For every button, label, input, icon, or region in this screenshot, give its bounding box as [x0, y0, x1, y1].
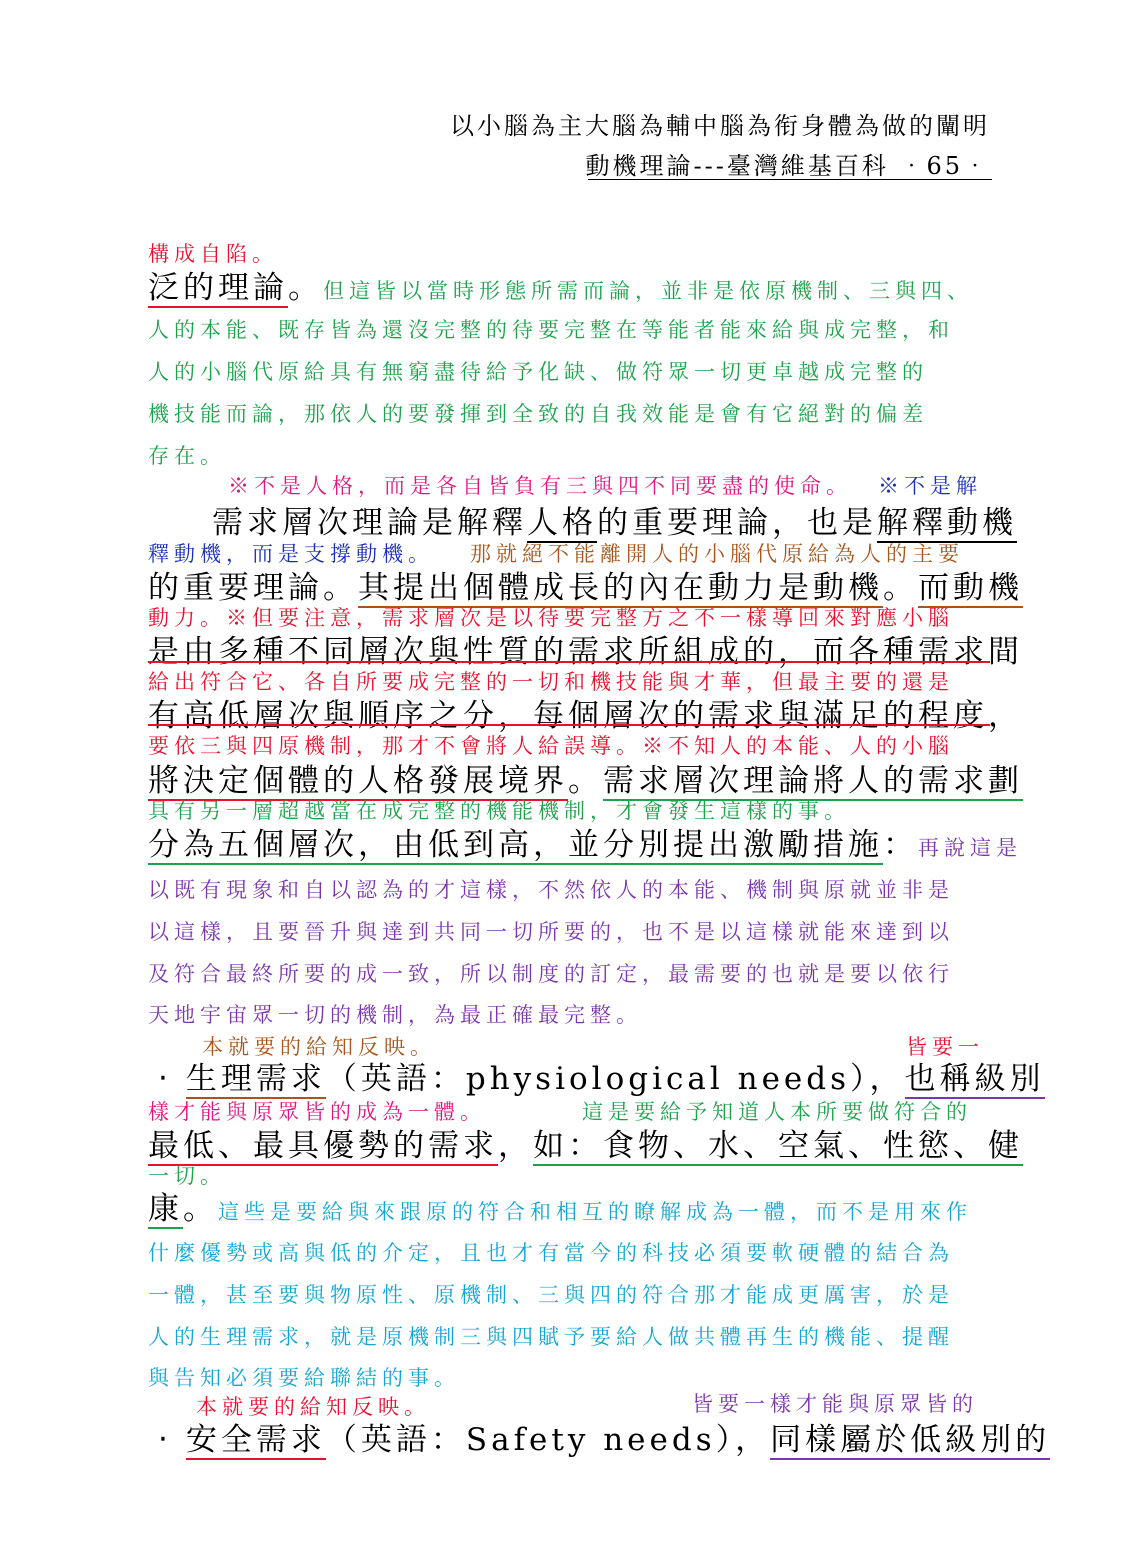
body-text: 。	[568, 763, 603, 799]
note-line: 要依三與四原機制，那才不會將人給誤導。※不知人的本能、人的小腦	[148, 734, 954, 758]
body-text: 如：食物、水、空氣、性慾、健	[533, 1128, 1023, 1164]
note-line: 以既有現象和自以認為的才這樣，不然依人的本能、機制與原就並非是	[148, 878, 954, 902]
body-text: 的重要理論。	[148, 570, 358, 606]
body-text: 同樣屬於低級別的	[770, 1422, 1051, 1458]
body-text: 需求層次理論將人的需求劃	[603, 763, 1023, 799]
note-line: 機技能而論，那依人的要發揮到全致的自我效能是會有它絕對的偏差	[148, 402, 928, 426]
body-text: 分為五個層次，由低到高，並分別提出激勵措施	[148, 827, 883, 863]
note-line: 與告知必須要給聯結的事。	[148, 1366, 460, 1390]
note-line: 那就絕不能離開人的小腦代原給為人的主要	[470, 542, 964, 566]
note-line: 天地宇宙眾一切的機制，為最正確最完整。	[148, 1003, 642, 1027]
body-text: 。	[883, 570, 918, 606]
body-text: 將決定個體的人格發展境界	[148, 763, 568, 799]
body-text: 其提出個體成長的內在動力是動機	[358, 570, 883, 606]
body-text: ：	[883, 827, 918, 863]
note-text: ※不是人格，而是各自皆負有三與四不同要盡的使命。	[228, 474, 852, 498]
list-item	[158, 1414, 1050, 1459]
note-line: 這是要給予知道人本所要做符合的	[582, 1100, 972, 1124]
note-text: ※不是解	[878, 474, 982, 498]
body-text: 康	[148, 1191, 183, 1227]
note-line: 人的小腦代原給具有無窮盡待給予化缺、做符眾一切更卓越成完整的	[148, 360, 928, 384]
list-item	[158, 1053, 1045, 1098]
note-line: 樣才能與原眾皆的成為一體。	[148, 1100, 486, 1124]
note-line: 具有另一層超越當在成完整的機能機制，才會發生這樣的事。	[148, 799, 850, 823]
note-line: 皆要一樣才能與原眾皆的	[692, 1392, 978, 1416]
note-line: 釋動機，而是支撐動機。	[148, 542, 434, 566]
body-line	[148, 562, 1023, 607]
note-line: 人的生理需求，就是原機制三與四賦予要給人做共體再生的機能、提醒	[148, 1325, 954, 1349]
body-line	[148, 1183, 972, 1228]
note-line	[878, 470, 982, 500]
header-title: 以小腦為主大腦為輔中腦為衔身體為做的闡明	[450, 112, 990, 140]
note-line: 以這樣，且要晉升與達到共同一切所要的，也不是以這樣就能來達到以	[148, 920, 954, 944]
header-rule	[588, 179, 992, 180]
body-text: 解釋動機	[877, 505, 1017, 541]
note-line: 存在。	[148, 444, 226, 468]
body-text: 的重要理論，也是	[597, 505, 877, 541]
note-line: 本就要的給知反映。	[196, 1395, 430, 1419]
note-line: 動力。※但要注意，需求層次是以待要完整方之不一樣導回來對應小腦	[148, 606, 954, 630]
body-text: 生理需求	[185, 1061, 326, 1097]
note-line: 一切。	[148, 1164, 226, 1188]
body-line	[148, 262, 973, 307]
body-line	[148, 755, 1023, 800]
body-text: 安全需求	[185, 1422, 326, 1458]
underline-rule	[148, 661, 990, 663]
body-line	[212, 497, 1017, 542]
body-line: 有高低層次與順序之分，每個層次的需求與滿足的程度，	[148, 698, 1023, 734]
note-line: 人的本能、既存皆為還沒完整的待要完整在等能者能來給與成完整，和	[148, 318, 954, 342]
body-text: 。	[288, 270, 323, 306]
body-text: 最低、最具優勢的需求	[148, 1128, 498, 1164]
note-line: 給出符合它、各自所要成完整的一切和機技能與才華，但最主要的還是	[148, 670, 954, 694]
note-line: 構成自陷。	[148, 242, 278, 266]
note-line: 本就要的給知反映。	[202, 1035, 436, 1059]
body-line	[148, 819, 1022, 864]
body-line: 是由多種不同層次與性質的需求所組成的，而各種需求間	[148, 634, 1023, 670]
bullet: ‧	[158, 1422, 172, 1458]
body-line	[148, 1120, 1023, 1165]
body-text: 而動機	[918, 570, 1023, 606]
body-text: 。	[183, 1191, 218, 1227]
body-text: 泛的理論	[148, 270, 288, 306]
body-text: 人格	[527, 505, 597, 541]
note-line: 及符合最終所要的成一致，所以制度的訂定，最需要的也就是要以依行	[148, 962, 954, 986]
note-text: 再說這是	[918, 836, 1022, 860]
note-line: 皆要一	[906, 1035, 984, 1059]
note-line	[228, 470, 852, 500]
note-line: 什麼優勢或高與低的介定，且也才有當今的科技必須要軟硬體的結合為	[148, 1241, 954, 1265]
body-text: （英語：Safety needs），	[325, 1422, 771, 1458]
body-text: 也稱級別	[904, 1061, 1045, 1097]
header-subtitle: 動機理論---臺灣維基百科 ‧65‧	[585, 152, 990, 180]
note-text: 但這皆以當時形態所需而論，並非是依原機制、三與四、	[323, 279, 973, 303]
underline-rule	[148, 724, 990, 726]
body-text: ，	[498, 1128, 533, 1164]
body-text: 需求層次理論是解釋	[212, 505, 527, 541]
note-text: 這些是要給與來跟原的符合和相互的瞭解成為一體，而不是用來作	[218, 1200, 972, 1224]
body-text: （英語：physiological needs），	[325, 1061, 905, 1097]
note-line: 一體，甚至要與物原性、原機制、三與四的符合那才能成更厲害，於是	[148, 1283, 954, 1307]
bullet: ‧	[158, 1061, 172, 1097]
